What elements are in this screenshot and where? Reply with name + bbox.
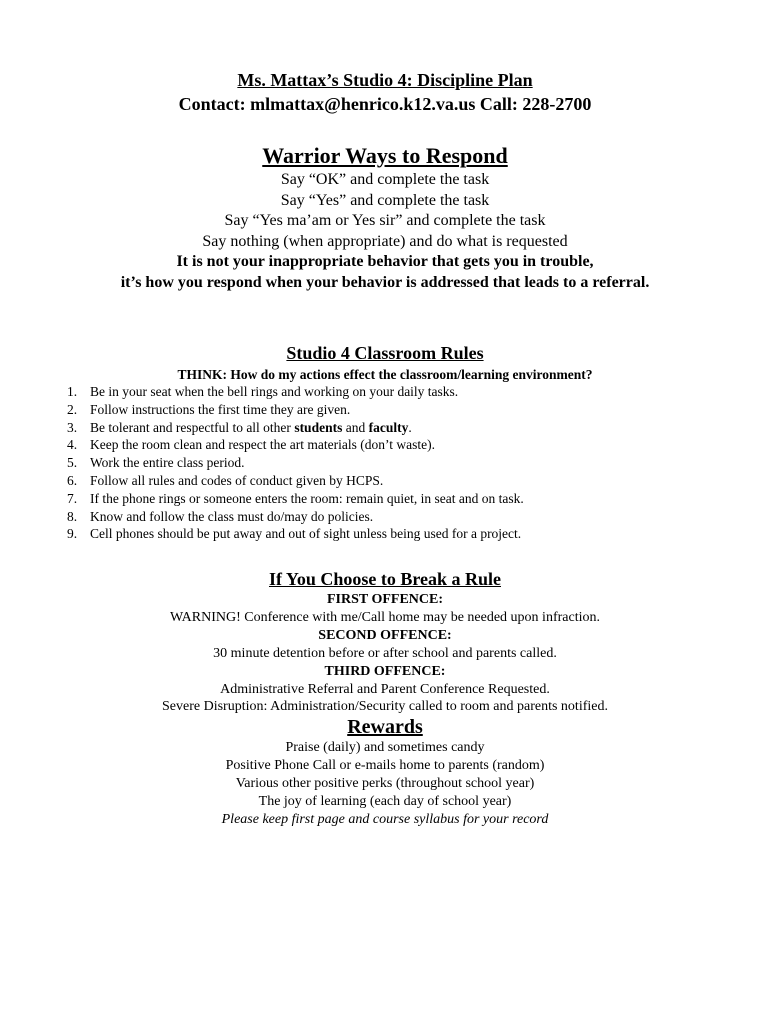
rule-text: Be in your seat when the bell rings and working on your daily tasks. <box>90 384 459 399</box>
consequences-list <box>0 591 770 716</box>
rule-number: 1. <box>67 384 78 399</box>
rule-emphasis-faculty: faculty <box>368 419 409 435</box>
page-title: Ms. Mattax’s Studio 4: Discipline Plan <box>237 70 533 90</box>
rule-text: Work the entire class period. <box>90 455 245 471</box>
rule-number: 8. <box>67 508 78 524</box>
rule-text: Keep the room clean and respect the art materials (don’t waste). <box>90 437 435 453</box>
rule-item <box>67 383 524 401</box>
warrior-ways-heading: Warrior Ways to Respond <box>262 143 508 168</box>
rule-number: 9. <box>67 526 78 542</box>
rule-emphasis-students: students <box>294 419 343 435</box>
third-offence-label: THIRD OFFENCE: <box>324 663 446 679</box>
warrior-line: Say nothing (when appropriate) and do what is requested <box>202 232 568 250</box>
second-offence-label: SECOND OFFENCE: <box>318 627 452 643</box>
first-offence-label: FIRST OFFENCE: <box>326 592 444 607</box>
warrior-line: Say “Yes” and complete the task <box>280 191 490 209</box>
rule-number: 4. <box>67 437 78 453</box>
rule-number: 7. <box>67 490 78 506</box>
rule-number: 5. <box>67 455 78 471</box>
warrior-line: Say “Yes ma’am or Yes sir” and complete the task <box>224 212 546 229</box>
rule-item <box>67 419 524 437</box>
rewards-list <box>0 739 770 829</box>
record-note: Please keep first page and course syllabus for your record <box>221 812 549 827</box>
rule-item <box>67 436 524 454</box>
classroom-rules-heading: Studio 4 Classroom Rules <box>286 343 484 363</box>
rule-text-part: and <box>342 419 369 435</box>
rule-text-part: . <box>408 419 412 435</box>
rule-item <box>67 525 524 543</box>
rule-text-part: Be tolerant and respectful to all other <box>90 419 295 435</box>
rule-item <box>67 472 524 490</box>
rule-number: 6. <box>67 472 78 488</box>
warrior-emphasis-line: it’s how you respond when your behavior is addressed that leads to a referral. <box>120 273 650 291</box>
severe-disruption-text: Severe Disruption: Administration/Security called to room and parents notified. <box>162 699 608 715</box>
second-offence-text: 30 minute detention before or after school and parents called. <box>213 645 557 661</box>
third-offence-text: Administrative Referral and Parent Conference Requested. <box>220 681 550 697</box>
reward-line: The joy of learning (each day of school year) <box>258 794 512 809</box>
rule-text: If the phone rings or someone enters the room: remain quiet, in seat and on task. <box>90 490 524 506</box>
classroom-rules-list <box>67 383 524 543</box>
rule-number: 2. <box>67 401 78 417</box>
rule-text: Follow all rules and codes of conduct given by HCPS. <box>90 472 384 488</box>
warrior-ways-list <box>0 170 770 293</box>
rule-item <box>67 490 524 508</box>
reward-line: Positive Phone Call or e-mails home to parents (random) <box>225 758 545 773</box>
warrior-line: Say “OK” and complete the task <box>280 171 490 188</box>
reward-line: Praise (daily) and sometimes candy <box>285 740 485 755</box>
rule-text <box>90 420 412 435</box>
rule-text: Cell phones should be put away and out of sight unless being used for a project. <box>90 526 522 542</box>
think-prompt: THINK: How do my actions effect the classroom/learning environment? <box>177 367 593 382</box>
rule-item <box>67 401 524 419</box>
rule-number: 3. <box>67 419 78 435</box>
reward-line: Various other positive perks (throughout school year) <box>235 776 535 791</box>
rewards-heading: Rewards <box>347 716 423 738</box>
warrior-emphasis-line: It is not your inappropriate behavior that gets you in trouble, <box>176 253 594 270</box>
break-rule-heading: If You Choose to Break a Rule <box>268 569 501 589</box>
rule-text: Know and follow the class must do/may do policies. <box>90 508 374 524</box>
rule-text: Follow instructions the first time they are given. <box>90 401 351 417</box>
rule-item <box>67 508 524 526</box>
first-offence-text: WARNING! Conference with me/Call home may be needed upon infraction. <box>170 609 600 625</box>
rule-item <box>67 454 524 472</box>
contact-line: Contact: mlmattax@henrico.k12.va.us Call: 228-2700 <box>178 94 592 114</box>
